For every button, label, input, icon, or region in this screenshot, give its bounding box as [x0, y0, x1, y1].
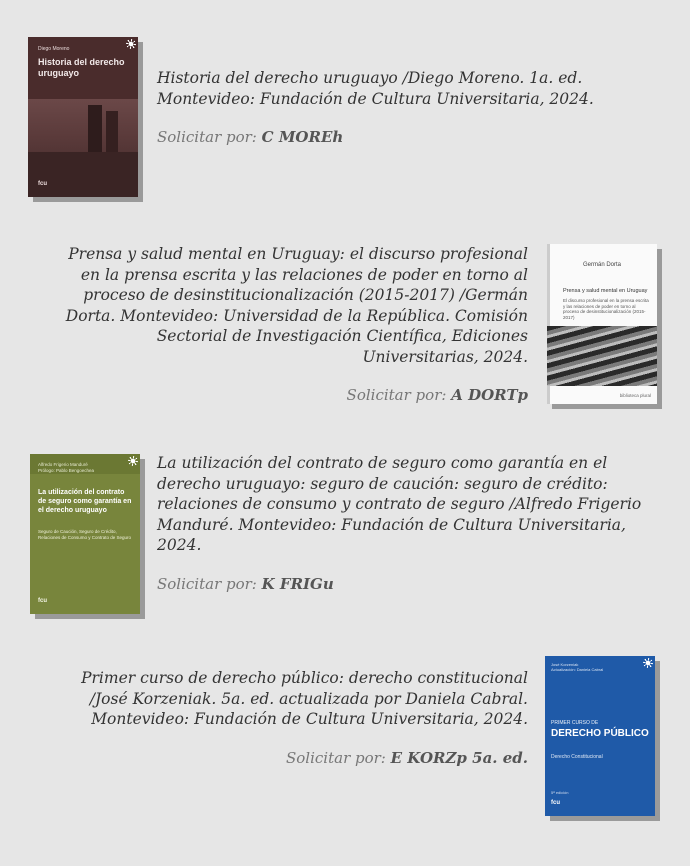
- cover-author: Alfredo Frigerio Manduré Prólogo: Pablo Bengoechea: [38, 462, 95, 473]
- cover-title: Prensa y salud mental en Uruguay: [563, 288, 648, 294]
- call-number[interactable]: K FRIGu: [261, 574, 334, 593]
- request-line: [48, 748, 528, 769]
- request-label: Solicitar por:: [346, 386, 447, 404]
- book-info: [48, 668, 528, 768]
- cover-author: José Korzeniak Actualización: Daniela Cabral: [551, 662, 604, 672]
- cover-author: Diego Moreno: [38, 46, 70, 52]
- request-label: Solicitar por:: [157, 128, 257, 146]
- book-cover[interactable]: [547, 244, 657, 404]
- cover-title: Historia del derecho uruguayo: [38, 57, 125, 78]
- publisher-logo: fcu: [551, 800, 560, 806]
- book-cover[interactable]: [545, 656, 655, 816]
- publisher-logo: fcu: [38, 598, 47, 604]
- book-cover[interactable]: [30, 454, 140, 614]
- call-number[interactable]: E KORZp 5a. ed.: [390, 748, 528, 767]
- call-number[interactable]: A DORTp: [451, 386, 528, 404]
- citation: Primer curso de derecho público: derecho constitucional /José Korzeniak. 5a. ed. actualizada por Daniela Cabral. Montevideo: Fundación de Cultura Universitaria, 2024.: [81, 669, 528, 728]
- cover-subtitle: El discurso profesional en la prensa escrita y las relaciones de poder en torno al proceso de desinstitucionalización (2015-2017): [563, 298, 649, 320]
- gear-icon: [643, 658, 653, 668]
- book-cover[interactable]: [28, 37, 138, 197]
- request-line: [157, 127, 657, 148]
- publisher-logo: fcu: [38, 181, 47, 187]
- gear-icon: [126, 39, 136, 49]
- cover-title: DERECHO PÚBLICO: [551, 728, 649, 739]
- cover-title: La utilización del contrato de seguro como garantía en el derecho uruguayo: [38, 489, 132, 514]
- request-label: Solicitar por:: [286, 748, 386, 767]
- book-info: [157, 453, 657, 594]
- request-line: [157, 574, 657, 595]
- cover-edition: 5ª edición: [551, 790, 569, 795]
- request-label: Solicitar por:: [157, 574, 257, 593]
- book-info: [157, 68, 657, 148]
- call-number[interactable]: C MOREh: [261, 128, 344, 146]
- cover-subtitle: Seguro de Caución, Seguro de Crédito, Relaciones de Consumo y Contrato de Seguro: [38, 529, 132, 540]
- citation: La utilización del contrato de seguro como garantía en el derecho uruguayo: seguro de caución: seguro de crédito: relaciones de consumo y contrato de seguro /Alfredo Frigerio Manduré. Montevideo: Fundación de Cultura Universitaria, 2024.: [157, 454, 642, 554]
- cover-photo: [547, 326, 657, 386]
- request-line: [48, 385, 528, 406]
- cover-kicker: PRIMER CURSO DE: [551, 720, 599, 726]
- cover-subtitle: Derecho Constitucional: [551, 754, 603, 760]
- citation: Prensa y salud mental en Uruguay: el discurso profesional en la prensa escrita y las relaciones de poder en torno al proceso de desinstitucionalización (2015-2017) /Germán Dorta. Montevideo: Universidad de la República. Comisión Sectorial de Investigación Científica, Ediciones Universitarias, 2024.: [65, 245, 528, 366]
- book-info: [48, 244, 528, 406]
- cover-author: Germán Dorta: [582, 262, 621, 268]
- series-logo: biblioteca plural: [619, 393, 651, 398]
- gear-icon: [128, 456, 138, 466]
- citation: Historia del derecho uruguayo /Diego Moreno. 1a. ed. Montevideo: Fundación de Cultura Universitaria, 2024.: [157, 69, 594, 108]
